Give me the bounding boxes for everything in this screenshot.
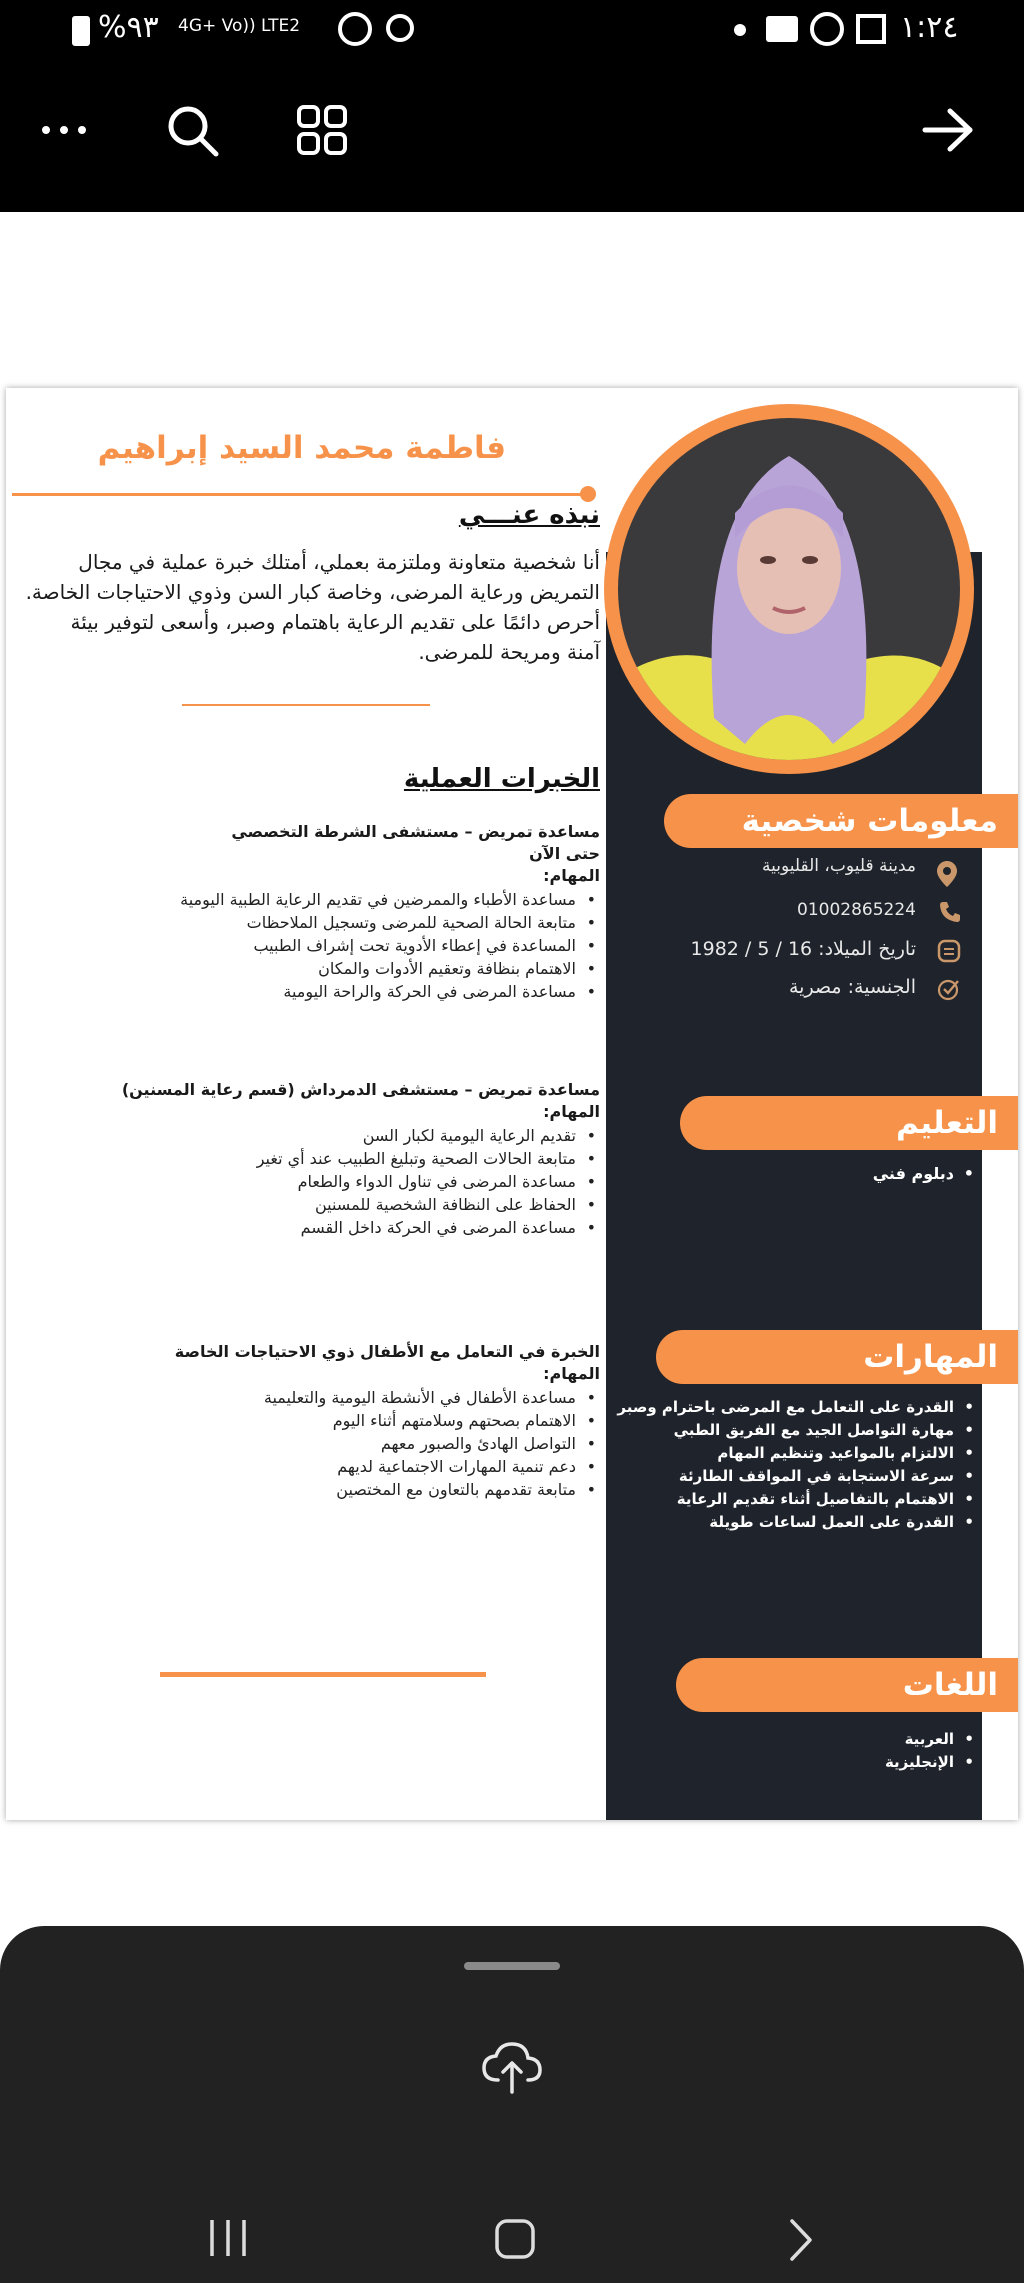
resume-name: فاطمة محمد السيد إبراهيم [97,430,506,466]
about-line-2: التمريض ورعاية المرضى، وخاصة كبار السن وذوي الاحتياجات الخاصة. [25,580,600,604]
status-bar [0,0,1024,62]
education-heading: التعليم [680,1096,1018,1150]
about-divider [182,704,430,706]
about-heading: نبذه عنـــي [458,500,600,530]
list-item: • الاهتمام بالتفاصيل أثناء تقديم الرعاية [617,1488,978,1511]
list-item: • الاهتمام بصحتهم وسلامتهم أثناء اليوم [264,1409,600,1432]
list-item: • القدرة على العمل لساعات طويلة [617,1511,978,1534]
app-notification-icon [810,12,844,46]
mute-icon [856,14,886,44]
education-list [873,1162,978,1186]
bottom-divider [160,1672,486,1677]
profile-photo [618,418,960,760]
grid-icon[interactable] [290,98,354,162]
job-1-tasks [180,888,600,1003]
wifi-icon [338,12,372,46]
name-underline [12,493,588,496]
calendar-icon [936,938,962,968]
list-item: • الالتزام بالمواعيد وتنظيم المهام [617,1442,978,1465]
resume-page [6,388,1018,1820]
job-3-tasks-label: المهام: [543,1364,600,1383]
job-1-tasks-label: المهام: [543,866,600,885]
about-line-1: أنا شخصية متعاونة وملتزمة بعملي، أمتلك خبرة عملية في مجال [78,550,600,574]
location-text: مدينة قليوب، القليوبية [762,856,916,876]
list-item: • مساعدة المرضى في الحركة داخل القسم [257,1216,600,1239]
list-item: • متابعة الحالات الصحية وتبليغ الطبيب عند أي تغير [257,1147,600,1170]
list-item: • العربية [885,1728,978,1751]
mail-icon [766,16,798,42]
list-item: • سرعة الاستجابة في المواقف الطارئة [617,1465,978,1488]
job-1-title: مساعدة تمريض – مستشفى الشرطة التخصصي [231,822,600,841]
list-item: • مساعدة الأطباء والممرضين في تقديم الرعاية الطبية اليومية [180,888,600,911]
list-item: • المساعدة في إعطاء الأدوية تحت إشراف الطبيب [180,934,600,957]
search-icon[interactable] [160,98,224,162]
network-status: 4G+ Vo)) LTE2 [178,16,301,36]
job-2-tasks-label: المهام: [543,1102,600,1121]
list-item: • مساعدة الأطفال في الأنشطة اليومية والتعليمية [264,1386,600,1409]
job-2-tasks [257,1124,600,1239]
check-icon [936,976,962,1006]
list-item: • تقديم الرعاية اليومية لكبار السن [257,1124,600,1147]
job-3-title: الخبرة في التعامل مع الأطفال ذوي الاحتياجات الخاصة [174,1342,600,1361]
list-item: • الحفاظ على النظافة الشخصية للمسنين [257,1193,600,1216]
phone-icon [938,900,962,928]
more-icon[interactable] [32,98,96,162]
experience-heading: الخبرات العملية [403,764,600,794]
notification-dot-icon [734,24,746,36]
location-icon [936,860,958,892]
about-line-3: أحرص دائمًا على تقديم الرعاية باهتمام وصبر، وأسعى لتوفير بيئة [70,610,600,634]
list-item: • متابعة تقدمهم بالتعاون مع المختصين [264,1478,600,1501]
viewer-toolbar [0,62,1024,212]
clock: ١:٢٤ [900,10,959,45]
bottom-sheet [0,1926,1024,2283]
job-2-title: مساعدة تمريض – مستشفى الدمرداش (قسم رعاية المسنين) [121,1080,600,1099]
birth-text: تاريخ الميلاد: 16 / 5 / 1982 [690,938,916,960]
list-item: • الإنجليزية [885,1751,978,1774]
back-icon[interactable] [786,2218,816,2262]
list-item: • مساعدة المرضى في تناول الدواء والطعام [257,1170,600,1193]
list-item: • دعم تنمية المهارات الاجتماعية لديهم [264,1455,600,1478]
languages-list [885,1728,978,1774]
list-item: • مهارة التواصل الجيد مع الفريق الطبي [617,1419,978,1442]
home-icon[interactable] [494,2218,536,2260]
alarm-icon [386,14,414,42]
skills-list [617,1396,978,1534]
about-line-4: آمنة ومريحة للمرضى. [418,640,600,664]
personal-info-heading: معلومات شخصية [664,794,1018,848]
battery-icon [72,16,90,46]
list-item: • دبلوم فني [873,1162,978,1186]
list-item: • التواصل الهادئ والصبور معهم [264,1432,600,1455]
nationality-text: الجنسية: مصرية [789,976,916,998]
sheet-handle[interactable] [464,1962,560,1970]
phone-text: 01002865224 [797,900,916,920]
skills-heading: المهارات [656,1330,1018,1384]
languages-heading: اللغات [676,1658,1018,1712]
arrow-forward-icon[interactable] [916,98,980,162]
list-item: • مساعدة المرضى في الحركة والراحة اليومية [180,980,600,1003]
cloud-upload-icon[interactable] [480,2040,544,2096]
battery-percent: %٩٣ [98,10,159,45]
list-item: • القدرة على التعامل مع المرضى باحترام وصبر [617,1396,978,1419]
list-item: • متابعة الحالة الصحية للمرضى وتسجيل الملاحظات [180,911,600,934]
job-1-period: حتى الآن [529,844,600,863]
recent-apps-icon[interactable] [206,2218,250,2258]
list-item: • الاهتمام بنظافة وتعقيم الأدوات والمكان [180,957,600,980]
job-3-tasks [264,1386,600,1501]
